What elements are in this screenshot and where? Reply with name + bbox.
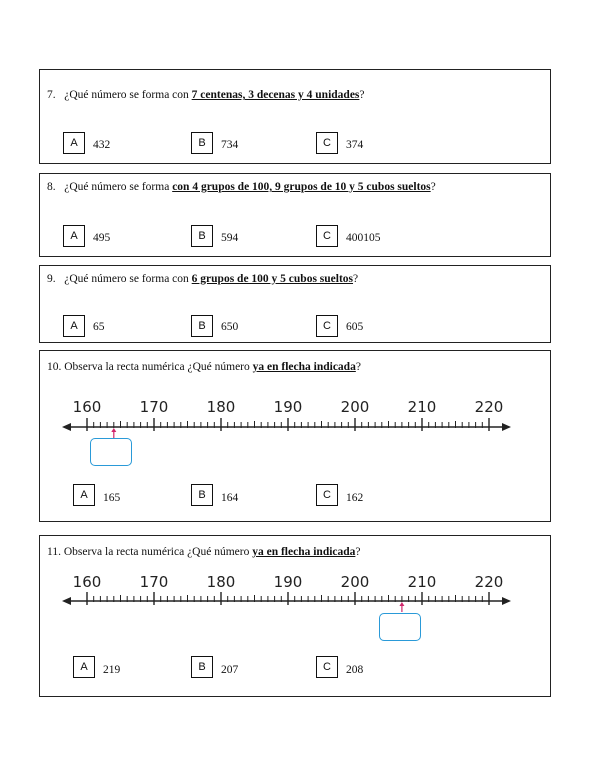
tick-label: 160 — [72, 573, 102, 591]
option-c-box[interactable]: C — [316, 484, 338, 506]
option-b-box[interactable]: B — [191, 656, 213, 678]
indicator-arrow-head — [399, 602, 404, 606]
option-c-box[interactable]: C — [316, 132, 338, 154]
option-c-value: 605 — [346, 321, 364, 333]
number-line — [40, 536, 550, 656]
option-c-box[interactable]: C — [316, 225, 338, 247]
tick-label: 210 — [407, 398, 437, 416]
tick-label: 210 — [407, 573, 437, 591]
question-text: 10. Observa la recta numérica ¿Qué número ya en flecha indicada? — [47, 361, 361, 373]
option-a-box[interactable]: A — [73, 484, 95, 506]
option-a-box[interactable]: A — [63, 315, 85, 337]
option-b-box[interactable]: B — [191, 484, 213, 506]
axis-arrow-right — [502, 423, 511, 431]
option-c-value: 374 — [346, 139, 364, 151]
option-a-value: 495 — [93, 232, 111, 244]
question-text: 9. ¿Qué número se forma con 6 grupos de 100 y 5 cubos sueltos? — [47, 273, 359, 285]
option-a-box[interactable]: A — [73, 656, 95, 678]
option-b-value: 207 — [221, 664, 239, 676]
option-a-value: 219 — [103, 664, 121, 676]
option-a-value: 165 — [103, 492, 121, 504]
option-a-value: 432 — [93, 139, 111, 151]
option-b-value: 164 — [221, 492, 239, 504]
tick-label: 160 — [72, 398, 102, 416]
tick-label: 220 — [474, 398, 504, 416]
question-highlight: 6 grupos de 100 y 5 cubos sueltos — [191, 273, 354, 285]
tick-label: 200 — [340, 398, 370, 416]
option-b-value: 650 — [221, 321, 239, 333]
tick-label: 170 — [139, 398, 169, 416]
option-b-box[interactable]: B — [191, 225, 213, 247]
option-c-value: 162 — [346, 492, 364, 504]
option-b-box[interactable]: B — [191, 315, 213, 337]
question-11 — [39, 535, 551, 697]
tick-label: 180 — [206, 573, 236, 591]
option-c-value: 208 — [346, 664, 364, 676]
axis-arrow-left — [62, 423, 71, 431]
question-highlight: ya en flecha indicada — [252, 546, 356, 558]
tick-label: 190 — [273, 573, 303, 591]
axis-arrow-left — [62, 597, 71, 605]
option-a-value: 65 — [93, 321, 105, 333]
question-highlight: ya en flecha indicada — [252, 361, 356, 373]
tick-label: 170 — [139, 573, 169, 591]
question-text: 8. ¿Qué número se forma con 4 grupos de 100, 9 grupos de 10 y 5 cubos sueltos? — [47, 181, 436, 193]
tick-label: 190 — [273, 398, 303, 416]
question-text: 7. ¿Qué número se forma con 7 centenas, 3 decenas y 4 unidades? — [47, 89, 365, 101]
option-c-box[interactable]: C — [316, 315, 338, 337]
question-highlight: con 4 grupos de 100, 9 grupos de 10 y 5 cubos sueltos — [172, 181, 431, 193]
question-8 — [39, 173, 551, 257]
answer-box[interactable] — [90, 438, 132, 466]
tick-label: 200 — [340, 573, 370, 591]
axis-arrow-right — [502, 597, 511, 605]
option-b-box[interactable]: B — [191, 132, 213, 154]
option-a-box[interactable]: A — [63, 225, 85, 247]
option-c-value: 400105 — [346, 232, 381, 244]
option-a-box[interactable]: A — [63, 132, 85, 154]
question-9 — [39, 265, 551, 343]
question-10 — [39, 350, 551, 522]
option-b-value: 734 — [221, 139, 239, 151]
question-7 — [39, 69, 551, 164]
tick-label: 180 — [206, 398, 236, 416]
tick-label: 220 — [474, 573, 504, 591]
indicator-arrow-head — [111, 428, 116, 432]
question-text: 11. Observa la recta numérica ¿Qué número ya en flecha indicada? — [47, 546, 361, 558]
option-b-value: 594 — [221, 232, 239, 244]
question-highlight: 7 centenas, 3 decenas y 4 unidades — [191, 89, 360, 101]
answer-box[interactable] — [379, 613, 421, 641]
option-c-box[interactable]: C — [316, 656, 338, 678]
